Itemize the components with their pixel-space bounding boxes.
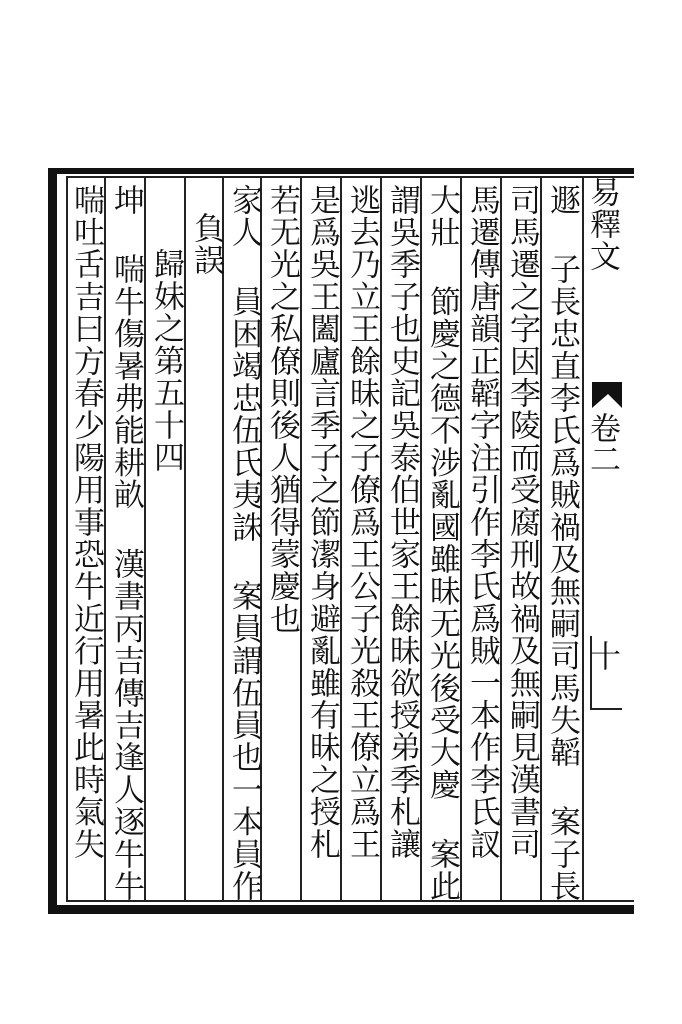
book-title: 易釋文 <box>584 176 620 272</box>
text-column: 是爲吳王闔廬言季子之節潔身避亂雖有昧之授札 <box>304 184 340 861</box>
text-column: 負誤 <box>188 212 224 277</box>
text-column: 遯 子長忠直李氏爲賊禍及無嗣司馬失韜 案子長 <box>544 184 580 903</box>
text-column: 謂吳季子也史記吳泰伯世家王餘昧欲授弟季札讓 <box>384 184 420 861</box>
page-number: 十 <box>584 640 620 671</box>
fish-tail-mark-icon <box>590 378 624 412</box>
text-column: 司馬遷之字因李陵而受腐刑故禍及無嗣見漢書司 <box>504 184 540 861</box>
text-column: 坤 喘牛傷暑弗能耕畝 漢書丙吉傳吉逢人逐牛牛 <box>108 184 144 903</box>
text-column: 家人 員困竭忠伍氏夷誅 案員謂伍員也一本員作 <box>226 184 262 903</box>
text-column: 馬遷傳唐韻正韜字注引作李氏爲賊一本作李氏訍 <box>464 184 500 861</box>
volume-label: 卷二 <box>584 412 620 474</box>
section-heading: 歸妹之第五十四 <box>148 248 184 474</box>
text-column: 喘吐舌吉曰方春少陽用事恐牛近行用暑此時氣失 <box>68 184 104 861</box>
text-column: 逃去乃立王餘昧之子僚爲王公子光殺王僚立爲王 <box>344 184 380 861</box>
text-column: 大壯 節慶之德不涉亂國雖昧无光後受大慶 案此 <box>424 184 460 903</box>
text-column: 若无光之私僚則後人猶得蒙慶也 <box>264 184 300 635</box>
